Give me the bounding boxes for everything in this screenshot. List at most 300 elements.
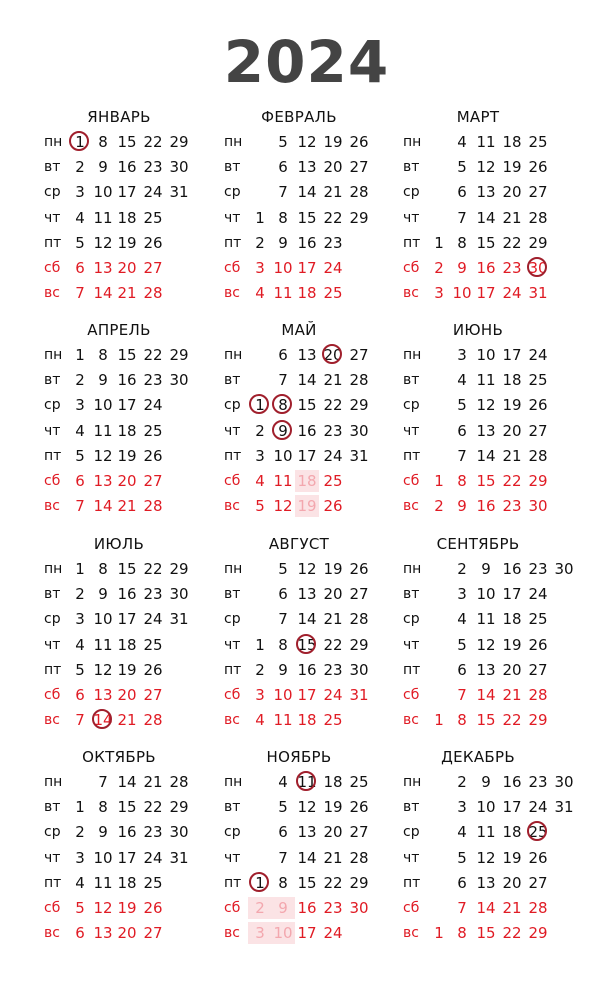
day-cell: 16 [502,773,522,791]
weekday-label: пн [403,774,422,790]
holiday-day: 9 [271,420,295,442]
day-cell: 6 [457,660,467,679]
day-cell: 25 [349,773,369,791]
holiday-day: 14 [91,709,115,731]
day-cell: 29 [349,635,369,654]
day-cell: 13 [297,158,317,177]
day-cell: 1 [434,711,444,730]
month-block [224,535,404,745]
day-cell: 13 [297,585,317,604]
day-cell: 10 [273,685,293,704]
day-cell: 19 [117,233,137,252]
day-cell: 9 [98,158,108,177]
day-cell: 22 [143,133,163,151]
weekday-label: пт [44,447,62,464]
day-cell: 28 [528,208,548,227]
day-cell: 26 [528,848,548,867]
day-cell: 9 [457,497,467,516]
day-cell: 7 [278,183,288,202]
day-cell: 12 [476,158,496,177]
day-cell: 26 [349,560,369,578]
day-cell: 12 [93,446,113,465]
day-cell: 20 [323,158,343,177]
day-cell: 29 [528,711,548,730]
month-name: СЕНТЯБРЬ [436,535,520,553]
weekday-label: пн [44,134,63,150]
day-cell: 25 [528,133,548,151]
weekday-label: пн [224,561,243,577]
weekday-label: вт [224,586,241,603]
day-cell: 15 [297,396,317,415]
day-cell: 6 [75,924,85,943]
weekday-label: вт [44,372,61,389]
day-cell: 7 [457,208,467,227]
day-cell: 23 [143,585,163,604]
day-cell: 12 [476,396,496,415]
day-cell: 31 [349,446,369,465]
weekday-label: пн [224,347,243,363]
day-cell: 18 [502,823,522,842]
weekday-label: вт [403,159,420,176]
day-cell: 22 [143,346,163,364]
day-cell: 11 [93,208,113,227]
day-cell: 16 [297,233,317,252]
day-cell: 21 [323,183,343,202]
month-name: ИЮЛЬ [93,535,145,553]
day-cell: 17 [297,924,317,943]
day-cell: 20 [323,585,343,604]
day-cell: 25 [143,208,163,227]
month-name: АВГУСТ [268,535,330,553]
day-cell: 27 [143,471,163,490]
day-cell: 20 [502,183,522,202]
day-cell: 8 [98,560,108,578]
day-cell: 16 [117,158,137,177]
day-cell: 29 [528,471,548,490]
day-cell: 28 [349,848,369,867]
day-cell: 2 [457,773,467,791]
day-cell: 30 [169,158,189,177]
day-cell: 21 [117,284,137,303]
day-cell: 28 [528,685,548,704]
day-cell: 30 [349,898,369,917]
week-row [403,712,588,737]
day-cell: 8 [457,471,467,490]
week-row [224,712,409,737]
day-cell: 25 [143,635,163,654]
day-cell: 22 [323,635,343,654]
day-cell: 13 [93,471,113,490]
day-cell: 22 [323,396,343,415]
weekday-label: чт [44,209,61,226]
day-cell: 15 [297,208,317,227]
day-cell: 23 [323,421,343,440]
day-cell: 15 [117,798,137,817]
weekday-label: вт [224,159,241,176]
day-cell: 2 [75,585,85,604]
day-cell: 17 [502,346,522,364]
weekday-label: пн [224,134,243,150]
month-days [224,561,409,737]
day-cell: 1 [75,560,85,578]
weekday-label: вт [403,372,420,389]
day-cell: 21 [117,711,137,730]
day-cell: 3 [255,258,265,277]
day-cell: 11 [476,371,496,390]
day-cell: 5 [278,798,288,817]
day-cell: 15 [117,346,137,364]
weekday-label: пт [403,661,421,678]
day-cell: 1 [75,798,85,817]
weekday-label: вт [403,586,420,603]
day-cell: 24 [143,848,163,867]
day-cell: 29 [169,346,189,364]
day-cell: 26 [349,133,369,151]
day-cell: 21 [323,848,343,867]
day-cell: 18 [502,133,522,151]
month-block [403,535,583,745]
day-cell: 26 [528,158,548,177]
day-cell: 5 [75,660,85,679]
day-cell: 10 [476,346,496,364]
day-cell: 19 [502,848,522,867]
day-cell: 14 [476,898,496,917]
day-cell: 3 [255,446,265,465]
day-cell: 8 [457,711,467,730]
day-cell: 12 [476,635,496,654]
day-cell: 17 [297,446,317,465]
day-cell: 30 [349,421,369,440]
day-cell: 5 [255,497,265,516]
day-cell: 19 [295,495,319,517]
day-cell: 24 [323,258,343,277]
day-cell: 27 [528,873,548,892]
day-cell: 22 [143,798,163,817]
month-name: ИЮНЬ [452,321,504,339]
weekday-label: пт [403,447,421,464]
day-cell: 18 [117,635,137,654]
day-cell: 28 [528,898,548,917]
day-cell: 22 [323,208,343,227]
day-cell: 6 [75,471,85,490]
day-cell: 12 [297,798,317,817]
weekday-label: чт [403,636,420,653]
day-cell: 13 [476,183,496,202]
holiday-day: 8 [271,394,295,416]
day-cell: 27 [528,183,548,202]
day-cell: 22 [502,233,522,252]
weekday-label: пт [403,874,421,891]
day-cell: 7 [457,898,467,917]
month-days [44,347,229,523]
month-block [403,748,583,958]
weekday-label: ср [44,397,61,414]
day-cell: 8 [98,346,108,364]
weekday-label: чт [403,209,420,226]
day-cell: 25 [528,371,548,390]
weekday-label: вт [44,586,61,603]
day-cell: 31 [169,183,189,202]
day-cell: 19 [323,798,343,817]
day-cell: 16 [297,898,317,917]
day-cell: 30 [169,823,189,842]
day-cell: 1 [255,635,265,654]
day-cell: 28 [143,711,163,730]
day-cell: 26 [143,233,163,252]
month-block [224,748,404,958]
month-name: ЯНВАРЬ [87,108,151,126]
weekday-label: чт [403,849,420,866]
month-days [44,561,229,737]
day-cell: 19 [117,660,137,679]
day-cell: 29 [349,396,369,415]
day-cell: 16 [476,258,496,277]
week-row [44,285,229,310]
weekday-label: чт [224,849,241,866]
day-cell: 10 [93,396,113,415]
day-cell: 15 [297,873,317,892]
day-cell: 4 [75,421,85,440]
weekday-label: сб [403,259,420,276]
day-cell: 13 [93,685,113,704]
day-cell: 21 [502,685,522,704]
day-cell: 17 [117,183,137,202]
day-cell: 27 [349,346,369,364]
weekday-label: ср [224,824,241,841]
day-cell: 10 [476,798,496,817]
day-cell: 18 [297,711,317,730]
day-cell: 25 [143,873,163,892]
day-cell: 5 [457,158,467,177]
month-block [44,535,224,745]
day-cell: 5 [75,446,85,465]
day-cell: 8 [457,924,467,943]
day-cell: 23 [502,497,522,516]
day-cell: 8 [278,208,288,227]
month-days [224,774,409,950]
day-cell: 5 [278,560,288,578]
day-cell: 2 [255,421,265,440]
day-cell: 3 [255,685,265,704]
day-cell: 16 [502,560,522,578]
weekday-label: вс [224,498,240,515]
weekday-label: вс [403,498,419,515]
week-row [224,925,409,950]
weekday-label: пт [224,874,242,891]
day-cell: 12 [297,133,317,151]
day-cell: 16 [117,371,137,390]
day-cell: 16 [117,585,137,604]
holiday-day: 15 [295,634,319,656]
day-cell: 4 [457,371,467,390]
day-cell: 23 [143,158,163,177]
day-cell: 1 [75,346,85,364]
day-cell: 21 [323,610,343,629]
day-cell: 6 [75,258,85,277]
day-cell: 13 [297,823,317,842]
day-cell: 31 [169,848,189,867]
day-cell: 20 [117,258,137,277]
day-cell: 17 [502,798,522,817]
weekday-label: вт [44,799,61,816]
day-cell: 19 [502,158,522,177]
day-cell: 24 [143,396,163,415]
day-cell: 25 [143,421,163,440]
day-cell: 8 [98,133,108,151]
day-cell: 22 [502,924,522,943]
day-cell: 13 [476,873,496,892]
day-cell: 29 [528,924,548,943]
day-cell: 22 [502,711,522,730]
day-cell: 28 [169,773,189,791]
month-name: МАРТ [456,108,500,126]
day-cell: 4 [255,471,265,490]
day-cell: 23 [323,233,343,252]
day-cell: 17 [297,685,317,704]
day-cell: 5 [278,133,288,151]
day-cell: 23 [323,660,343,679]
weekday-label: чт [44,422,61,439]
weekday-label: сб [44,259,61,276]
day-cell: 8 [278,873,288,892]
day-cell: 10 [476,585,496,604]
day-cell: 16 [297,660,317,679]
weekday-label: вт [44,159,61,176]
day-cell: 5 [457,396,467,415]
day-cell: 17 [117,848,137,867]
day-cell: 12 [476,848,496,867]
day-cell: 2 [255,660,265,679]
weekday-label: ср [44,611,61,628]
day-cell: 2 [434,497,444,516]
day-cell: 27 [143,685,163,704]
weekday-label: пт [224,447,242,464]
day-cell: 20 [502,660,522,679]
day-cell: 24 [528,585,548,604]
day-cell: 3 [75,610,85,629]
day-cell: 4 [75,635,85,654]
day-cell: 10 [452,284,472,303]
day-cell: 14 [476,208,496,227]
weekday-label: сб [224,686,241,703]
day-cell: 27 [528,421,548,440]
weekday-label: пн [44,561,63,577]
day-cell: 24 [143,183,163,202]
weekday-label: пн [403,134,422,150]
day-cell: 14 [93,284,113,303]
month-block [224,108,404,318]
day-cell: 6 [457,421,467,440]
day-cell: 8 [457,233,467,252]
weekday-label: вс [224,712,240,729]
day-cell: 14 [297,610,317,629]
day-cell: 27 [143,258,163,277]
day-cell: 26 [143,446,163,465]
holiday-day: 1 [68,131,92,153]
day-cell: 7 [75,497,85,516]
day-cell: 14 [117,773,137,791]
day-cell: 19 [117,898,137,917]
day-cell: 18 [323,773,343,791]
day-cell: 15 [117,133,137,151]
weekday-label: пт [224,234,242,251]
day-cell: 30 [349,660,369,679]
day-cell: 4 [278,773,288,791]
day-cell: 15 [476,924,496,943]
day-cell: 3 [457,585,467,604]
day-cell: 9 [481,560,491,578]
day-cell: 26 [349,798,369,817]
day-cell: 24 [143,610,163,629]
weekday-label: вс [44,285,60,302]
day-cell: 27 [349,585,369,604]
day-cell: 19 [502,635,522,654]
day-cell: 22 [143,560,163,578]
weekday-label: пт [224,661,242,678]
day-cell: 27 [349,823,369,842]
day-cell: 20 [502,421,522,440]
day-cell: 9 [457,258,467,277]
day-cell: 11 [93,635,113,654]
day-cell: 13 [93,258,113,277]
day-cell: 28 [143,497,163,516]
holiday-day: 20 [321,344,345,366]
weekday-label: сб [224,259,241,276]
week-row [44,712,229,737]
day-cell: 18 [502,610,522,629]
day-cell: 18 [297,284,317,303]
day-cell: 18 [502,371,522,390]
day-cell: 3 [75,396,85,415]
day-cell: 6 [278,346,288,364]
weekday-label: пт [403,234,421,251]
day-cell: 11 [476,610,496,629]
day-cell: 14 [297,183,317,202]
day-cell: 17 [476,284,496,303]
day-cell: 23 [143,371,163,390]
day-cell: 28 [349,183,369,202]
weekday-label: сб [403,899,420,916]
month-days [403,774,588,950]
day-cell: 27 [143,924,163,943]
day-cell: 6 [278,585,288,604]
day-cell: 25 [323,711,343,730]
day-cell: 2 [75,371,85,390]
day-cell: 10 [93,183,113,202]
day-cell: 7 [75,711,85,730]
day-cell: 2 [434,258,444,277]
weekday-label: сб [44,899,61,916]
week-row [44,498,229,523]
weekday-label: вс [44,925,60,942]
weekday-label: пт [44,234,62,251]
day-cell: 26 [528,635,548,654]
day-cell: 24 [323,446,343,465]
day-cell: 29 [169,133,189,151]
weekday-label: ср [224,184,241,201]
day-cell: 1 [434,924,444,943]
week-row [403,498,588,523]
day-cell: 9 [278,660,288,679]
day-cell: 22 [323,873,343,892]
day-cell: 24 [528,346,548,364]
weekday-label: ср [224,397,241,414]
day-cell: 24 [323,685,343,704]
day-cell: 3 [75,183,85,202]
weekday-label: пн [403,347,422,363]
day-cell: 31 [349,685,369,704]
weekday-label: ср [403,184,420,201]
